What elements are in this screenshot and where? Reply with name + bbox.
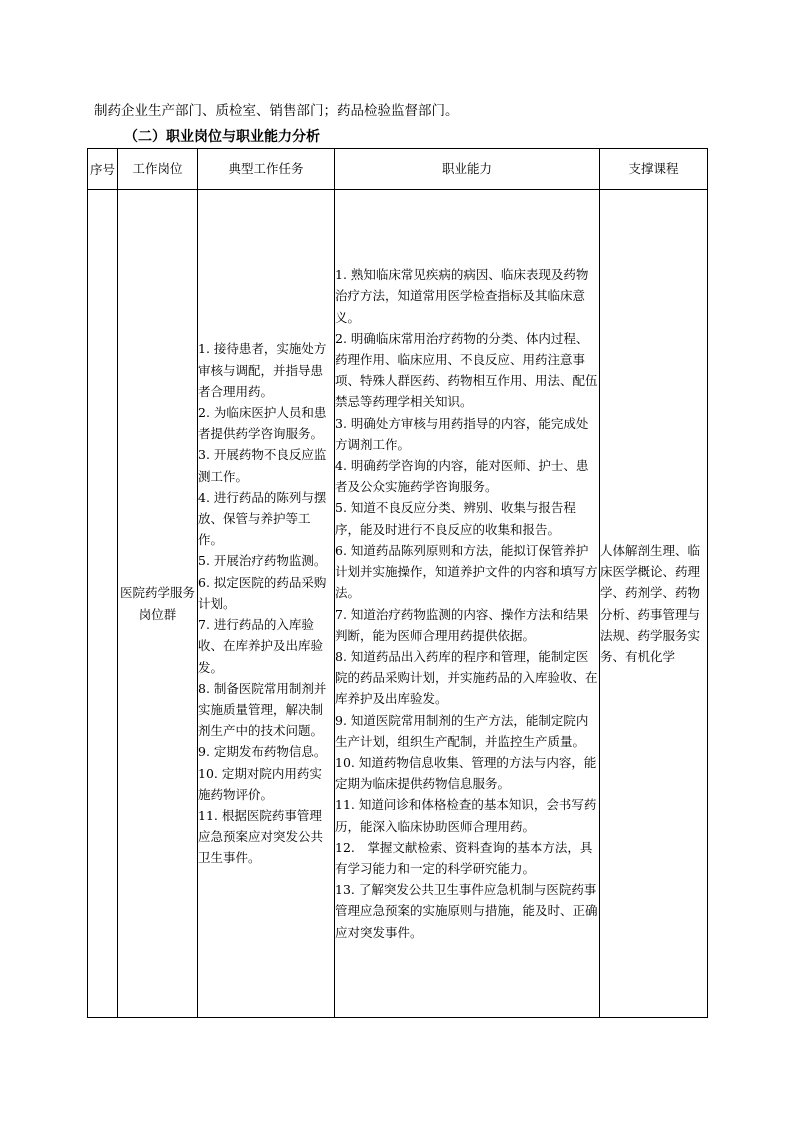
table-row [88,190,708,1018]
ability-item: 13. 了解突发公共卫生事件应急机制与医院药事管理应急预案的实施原则与措施，能及时、正确应对突发事件。 [335,882,598,940]
intro-paragraph: 制药企业生产部门、质检室、销售部门；药品检验监督部门。 [94,103,459,119]
section-heading: （二）职业岗位与职业能力分析 [124,129,320,145]
ability-item: 4. 明确药学咨询的内容，能对医师、护士、患者及公众实施药学咨询服务。 [335,458,589,495]
ability-item: 6. 知道药品陈列原则和方法，能拟订保管养护计划并实施操作，知道养护文件的内容和填写方法。 [335,542,598,601]
task-item: 4. 进行药品的陈列与摆放、保管与养护等工作。 [198,489,327,548]
cell-no [88,190,118,1018]
header-ability: 职业能力 [335,149,600,190]
task-item: 2. 为临床医护人员和患者提供药学咨询服务。 [198,405,327,442]
header-courses: 支撑课程 [600,149,708,190]
cell-position: 医院药学服务岗位群 [118,190,198,1018]
cell-tasks [198,190,335,1018]
cell-abilities [335,190,600,1018]
header-no: 序号 [88,149,118,190]
task-item: 10. 定期对院内用药实施药物评价。 [198,765,322,802]
task-item: 5. 开展治疗药物监测。 [198,553,327,569]
task-item: 9. 定期发布药物信息。 [198,744,327,760]
task-item: 6. 拟定医院的药品采购计划。 [198,574,327,611]
ability-item: 3. 明确处方审核与用药指导的内容，能完成处方调剂工作。 [335,415,589,452]
cell-courses [600,190,708,1018]
ability-item: 1. 熟知临床常见疾病的病因、临床表现及药物治疗方法，知道常用医学检查指标及其临床意义。 [335,267,589,325]
ability-item: 5. 知道不良反应分类、辨别、收集与报告程序，能及时进行不良反应的收集和报告。 [335,500,576,537]
courses-text: 人体解剖生理、临床医学概论、药理学、药剂学、药物分析、药事管理与法规、药学服务实务、有机化学 [600,542,701,664]
task-item: 7. 进行药品的入库验收、在库养护及出库验发。 [198,617,324,675]
header-tasks: 典型工作任务 [198,149,335,190]
job-ability-table [87,148,708,1018]
ability-item: 8. 知道药品出入药库的程序和管理，能制定医院的药品采购计划，并实施药品的入库验收、在库养护及出库验发。 [335,648,598,707]
ability-item: 10. 知道药物信息收集、管理的方法与内容，能定期为临床提供药物信息服务。 [335,754,597,792]
task-item: 1. 接待患者，实施处方审核与调配，并指导患者合理用药。 [198,341,327,399]
ability-item: 12. 掌握文献检索、资料查询的基本方法，具有学习能力和一定的科学研究能力。 [335,839,593,876]
table-header-row [88,149,708,190]
task-item: 8. 制备医院常用制剂并实施质量管理，解决制剂生产中的技术问题。 [198,680,327,739]
ability-item: 11. 知道问诊和体格检查的基本知识，会书写药历，能深入临床协助医师合理用药。 [335,797,597,834]
ability-item: 9. 知道医院常用制剂的生产方法，能制定院内生产计划，组织生产配制，并监控生产质量。 [335,712,589,749]
task-item: 3. 开展药物不良反应监测工作。 [198,447,327,484]
ability-item: 7. 知道治疗药物监测的内容、操作方法和结果判断，能为医师合理用药提供依据。 [335,606,589,643]
header-position: 工作岗位 [118,149,198,190]
ability-item: 2. 明确临床常用治疗药物的分类、体内过程、药理作用、临床应用、不良反应、用药注意事项、特殊人群医药、药物相互作用、用法、配伍禁忌等药理学相关知识。 [335,330,598,410]
task-item: 11. 根据医院药事管理应急预案应对突发公共卫生事件。 [198,807,324,866]
